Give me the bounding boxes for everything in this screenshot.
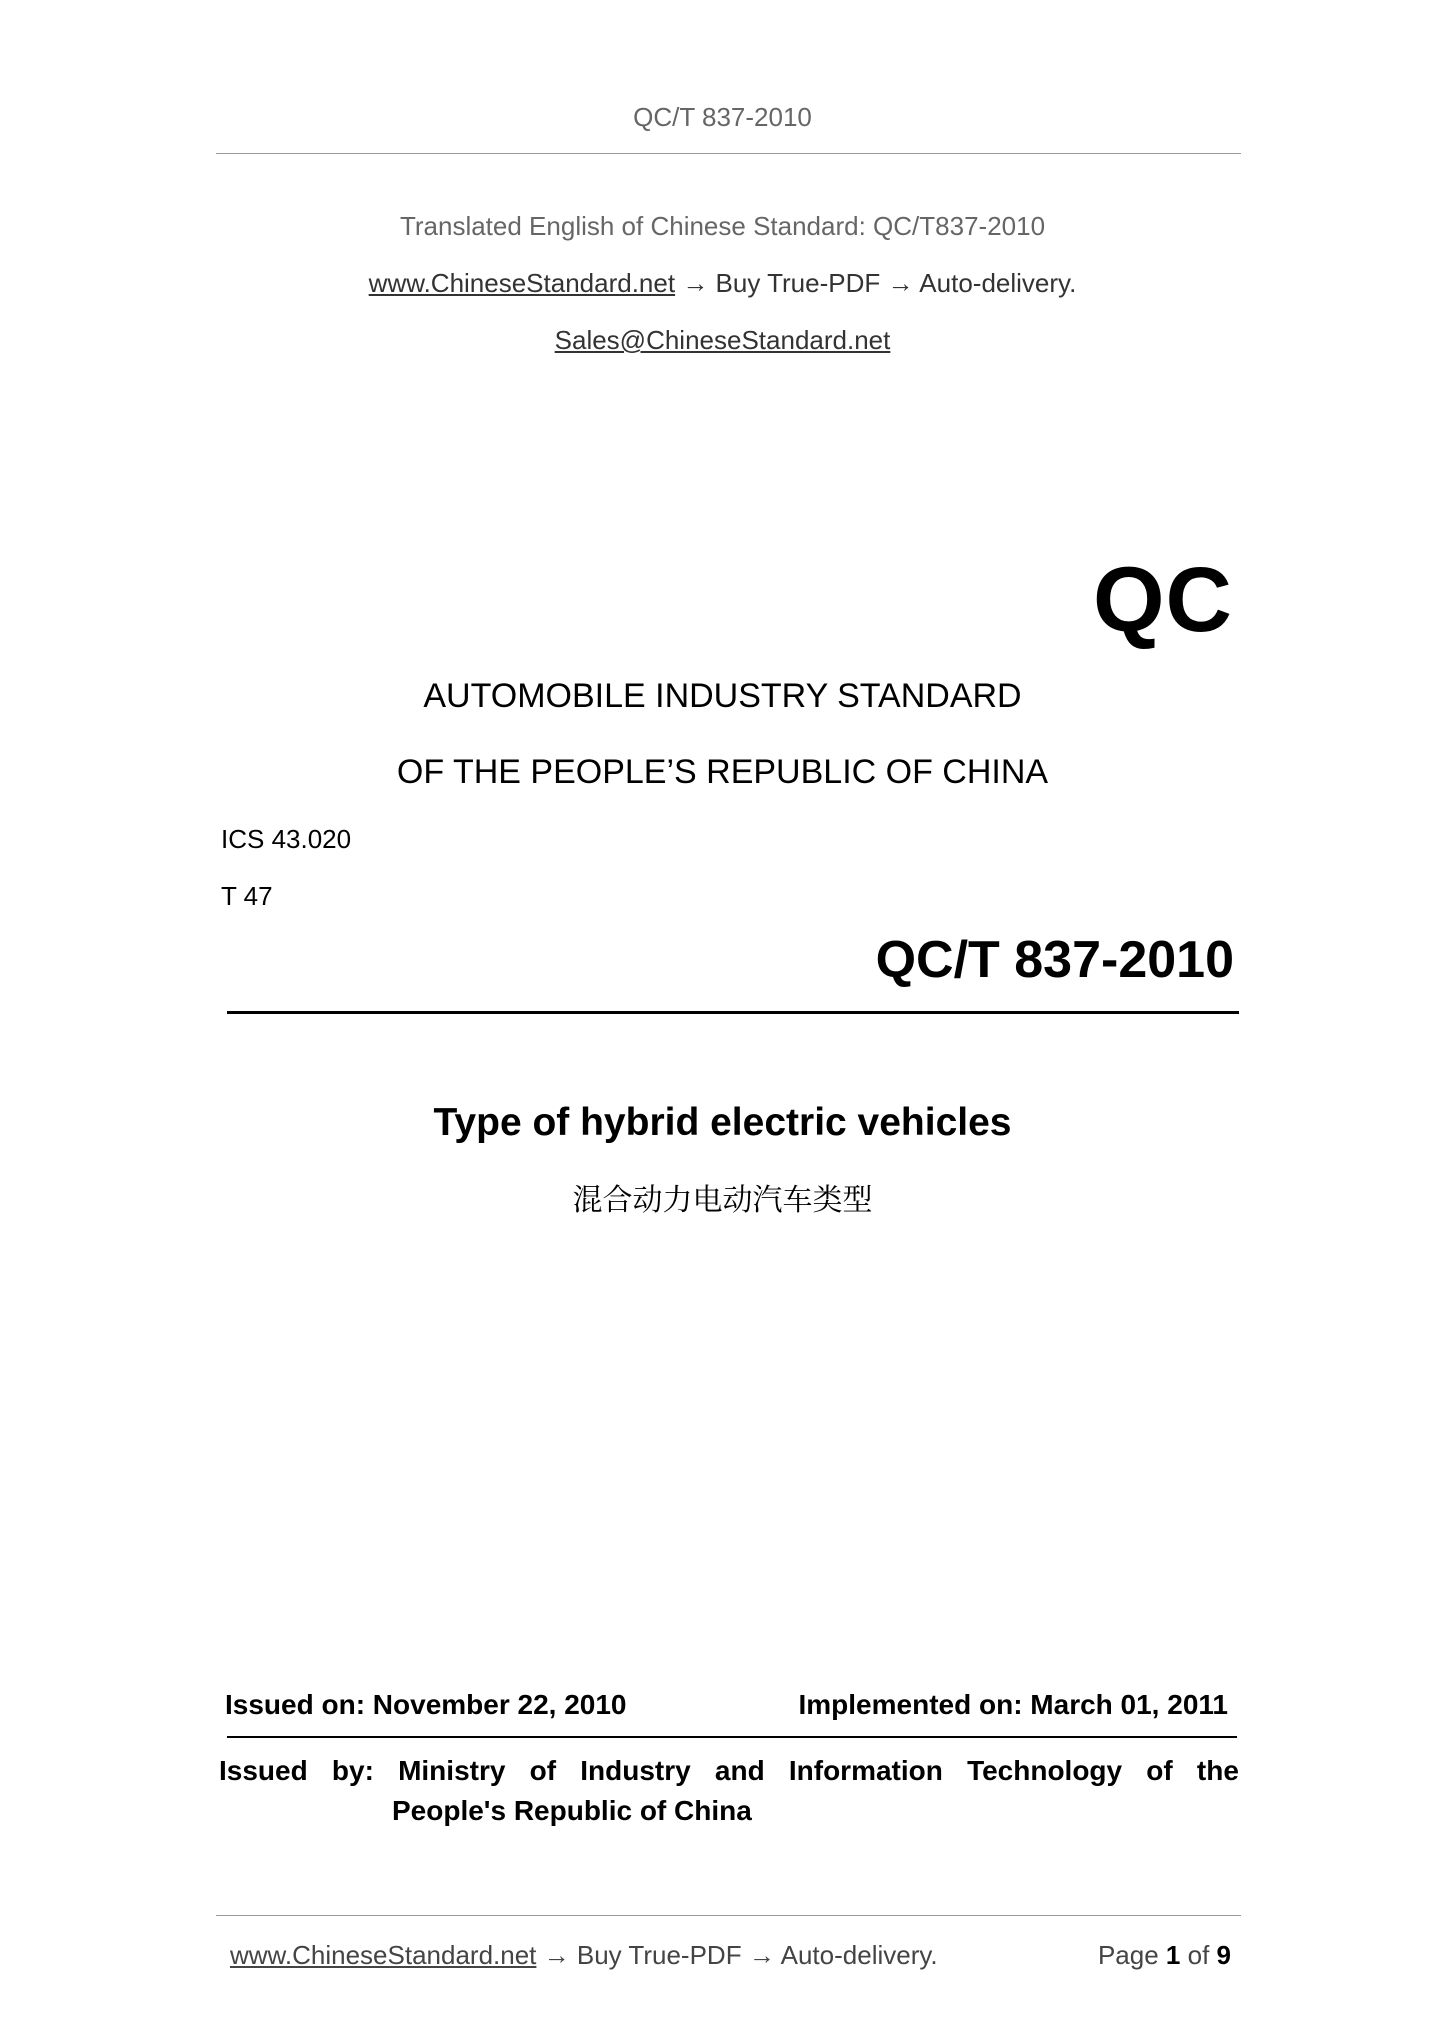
title-rule xyxy=(227,1011,1239,1014)
issuer-word: Industry xyxy=(580,1755,691,1786)
page-current: 1 xyxy=(1165,1940,1181,1970)
issuer-word: Technology xyxy=(967,1755,1123,1786)
footer-buy-text: Buy True-PDF xyxy=(576,1940,742,1970)
delivery-text: Auto-delivery. xyxy=(919,268,1077,298)
document-number: QC/T 837-2010 xyxy=(875,931,1234,989)
email-line xyxy=(0,325,1445,356)
sales-email-link[interactable]: Sales@ChineseStandard.net xyxy=(554,325,891,355)
issuer-line1 xyxy=(219,1751,1239,1791)
header-rule xyxy=(216,153,1241,154)
page-total: 9 xyxy=(1216,1940,1231,1970)
issuer-word: Issued xyxy=(219,1755,308,1786)
implemented-date: Implemented on: March 01, 2011 xyxy=(798,1689,1228,1720)
arrow-right-icon: → xyxy=(543,1940,570,1970)
issued-date: Issued on: November 22, 2010 xyxy=(225,1689,627,1720)
footer-promo xyxy=(230,1940,938,1971)
issuer-block xyxy=(219,1751,1239,1831)
issuer-word: the xyxy=(1196,1755,1239,1786)
issuer-word: Information xyxy=(788,1755,943,1786)
qc-logo: QC xyxy=(1093,549,1233,651)
issuer-word: of xyxy=(529,1755,557,1786)
page-label: Page xyxy=(1097,1940,1159,1970)
issuer-word: and xyxy=(714,1755,765,1786)
footer-delivery-text: Auto-delivery. xyxy=(780,1940,938,1970)
standard-title-line2: OF THE PEOPLE’S REPUBLIC OF CHINA xyxy=(396,753,1049,791)
arrow-right-icon: → xyxy=(748,1940,775,1970)
page-of: of xyxy=(1187,1940,1210,1970)
site-link[interactable]: www.ChineseStandard.net xyxy=(368,268,676,298)
running-header: QC/T 837-2010 xyxy=(633,102,812,132)
issuer-word: of xyxy=(1146,1755,1173,1786)
ics-code: ICS 43.020 xyxy=(221,824,352,854)
buy-text: Buy True-PDF xyxy=(715,268,881,298)
issuer-line2: People's Republic of China xyxy=(392,1795,752,1826)
issuer-word: by: xyxy=(331,1755,374,1786)
classification-code: T 47 xyxy=(221,881,273,911)
dates-rule xyxy=(227,1736,1237,1738)
document-title-chinese: 混合动力电动汽车类型 xyxy=(572,1183,873,1218)
document-title-english: Type of hybrid electric vehicles xyxy=(433,1101,1012,1144)
translated-notice: Translated English of Chinese Standard: QC/T837-2010 xyxy=(399,211,1046,241)
footer-rule xyxy=(216,1915,1241,1916)
issuer-word: Ministry xyxy=(398,1755,506,1786)
footer-site-link[interactable]: www.ChineseStandard.net xyxy=(230,1940,537,1970)
arrow-right-icon: → xyxy=(682,268,709,298)
standard-title-line1: AUTOMOBILE INDUSTRY STANDARD xyxy=(423,677,1022,715)
arrow-right-icon: → xyxy=(887,268,914,298)
promo-line xyxy=(0,268,1445,299)
page-number xyxy=(1098,1940,1231,1971)
